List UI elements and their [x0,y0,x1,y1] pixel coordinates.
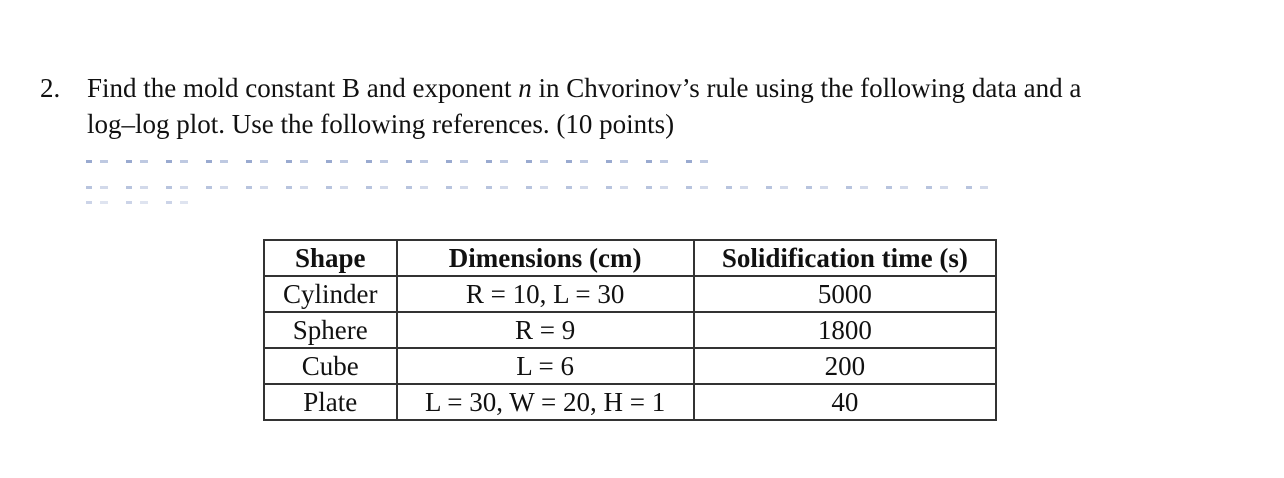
problem-line-1 [87,70,1257,106]
table-row [264,348,996,384]
data-table [263,239,997,421]
cell-shape: Sphere [264,312,397,348]
header-solidification-time: Solidification time (s) [694,240,996,276]
cell-shape: Cube [264,348,397,384]
cell-dimensions: R = 10, L = 30 [397,276,694,312]
faded-reference-line [86,201,206,204]
table-row [264,312,996,348]
problem-number: 2. [40,73,61,103]
cell-dimensions: R = 9 [397,312,694,348]
header-shape: Shape [264,240,397,276]
header-dimensions: Dimensions (cm) [397,240,694,276]
exponent-symbol: n [518,73,532,103]
cell-time: 200 [694,348,996,384]
cell-time: 1800 [694,312,996,348]
table-row [264,384,996,420]
cell-time: 40 [694,384,996,420]
table-row [264,276,996,312]
cell-shape: Cylinder [264,276,397,312]
problem-line-1-start: Find the mold constant B and exponent [87,73,519,103]
cell-time: 5000 [694,276,996,312]
cell-dimensions: L = 30, W = 20, H = 1 [397,384,694,420]
cell-shape: Plate [264,384,397,420]
problem-line-1-end: in Chvorinov’s rule using the following data and a [531,73,1082,103]
faded-reference-line [86,160,726,163]
faded-reference-line [86,186,996,189]
faded-references [86,146,1006,208]
table-header-row [264,240,996,276]
problem-text [87,70,1257,142]
cell-dimensions: L = 6 [397,348,694,384]
problem-line-2: log–log plot. Use the following references. (10 points) [87,109,675,139]
